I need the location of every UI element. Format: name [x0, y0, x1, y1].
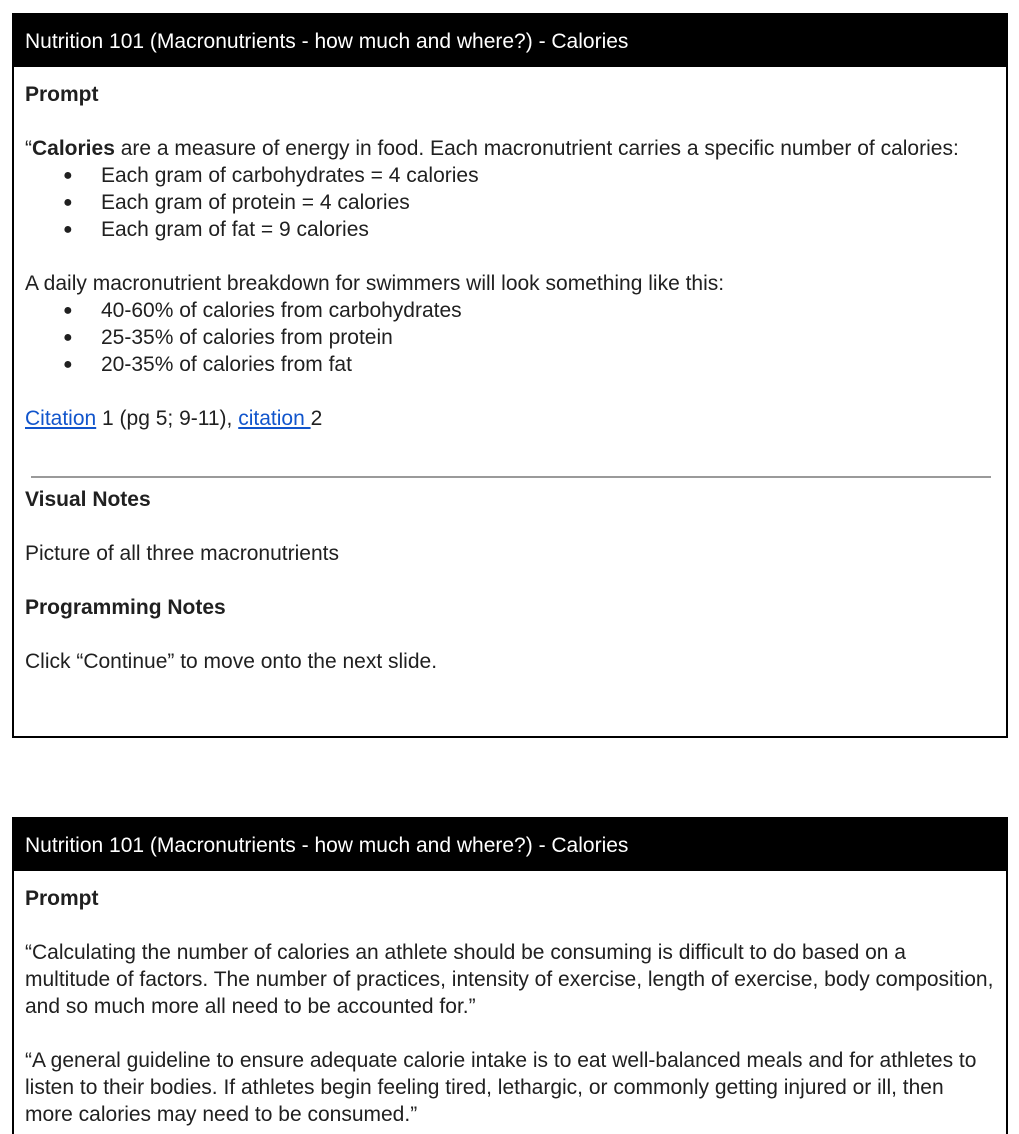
list-item — [25, 351, 996, 378]
bullet-text: Each gram of fat = 9 calories — [101, 218, 369, 241]
bullet-icon: ● — [63, 167, 73, 184]
programming-notes-heading: Programming Notes — [25, 596, 226, 619]
breakdown-intro: A daily macronutrient breakdown for swimmers will look something like this: — [25, 272, 725, 295]
bullet-icon: ● — [63, 221, 73, 238]
breakdown-bullet-list — [25, 297, 996, 378]
card-header-title: Nutrition 101 (Macronutrients - how much and where?) - Calories — [14, 819, 1006, 871]
programming-notes-text: Click “Continue” to move onto the next slide. — [25, 650, 438, 673]
calorie-bullet-list — [25, 162, 996, 243]
bullet-icon: ● — [63, 194, 73, 211]
bullet-text: Each gram of carbohydrates = 4 calories — [101, 164, 479, 187]
list-item — [25, 324, 996, 351]
bullet-icon: ● — [63, 302, 73, 319]
list-item — [25, 297, 996, 324]
citation-text-1: 1 (pg 5; 9-11), — [96, 407, 239, 430]
open-quote: “ — [25, 137, 32, 160]
citation-link-1[interactable]: Citation — [25, 407, 97, 430]
citation-link-2[interactable]: citation — [238, 407, 311, 430]
prompt-paragraph-1: “Calculating the number of calories an athlete should be consuming is difficult to do based on a multitude of factors. The number of practices, intensity of exercise, length of exercise, body composition, and so much more all need to be accounted for.” — [25, 941, 994, 1018]
slide-card-2 — [12, 817, 1008, 1134]
slide-card-1 — [12, 13, 1008, 738]
bullet-text: Each gram of protein = 4 calories — [101, 191, 410, 214]
calories-bold-term: Calories — [32, 137, 115, 160]
card-body — [14, 871, 1006, 1128]
visual-notes-text: Picture of all three macronutrients — [25, 542, 339, 565]
bullet-text: 25-35% of calories from protein — [101, 326, 393, 349]
calories-intro — [25, 135, 996, 162]
list-item — [25, 189, 996, 216]
prompt-paragraph-2: “A general guideline to ensure adequate calorie intake is to eat well-balanced meals and for athletes to listen to their bodies. If athletes begin feeling tired, lethargic, or commonly getting injured or ill, then more calories may need to be consumed.” — [25, 1049, 977, 1126]
prompt-heading: Prompt — [25, 887, 99, 910]
card-body — [14, 67, 1006, 675]
visual-notes-heading: Visual Notes — [25, 488, 151, 511]
bullet-text: 40-60% of calories from carbohydrates — [101, 299, 462, 322]
citation-line — [25, 405, 996, 432]
intro-text: are a measure of energy in food. Each macronutrient carries a specific number of calories: — [114, 137, 959, 160]
card-header-title: Nutrition 101 (Macronutrients - how much and where?) - Calories — [14, 15, 1006, 67]
citation-text-2: 2 — [310, 407, 323, 430]
list-item — [25, 216, 996, 243]
prompt-heading: Prompt — [25, 83, 99, 106]
bullet-text: 20-35% of calories from fat — [101, 353, 352, 376]
list-item — [25, 162, 996, 189]
bullet-icon: ● — [63, 356, 73, 373]
bullet-icon: ● — [63, 329, 73, 346]
